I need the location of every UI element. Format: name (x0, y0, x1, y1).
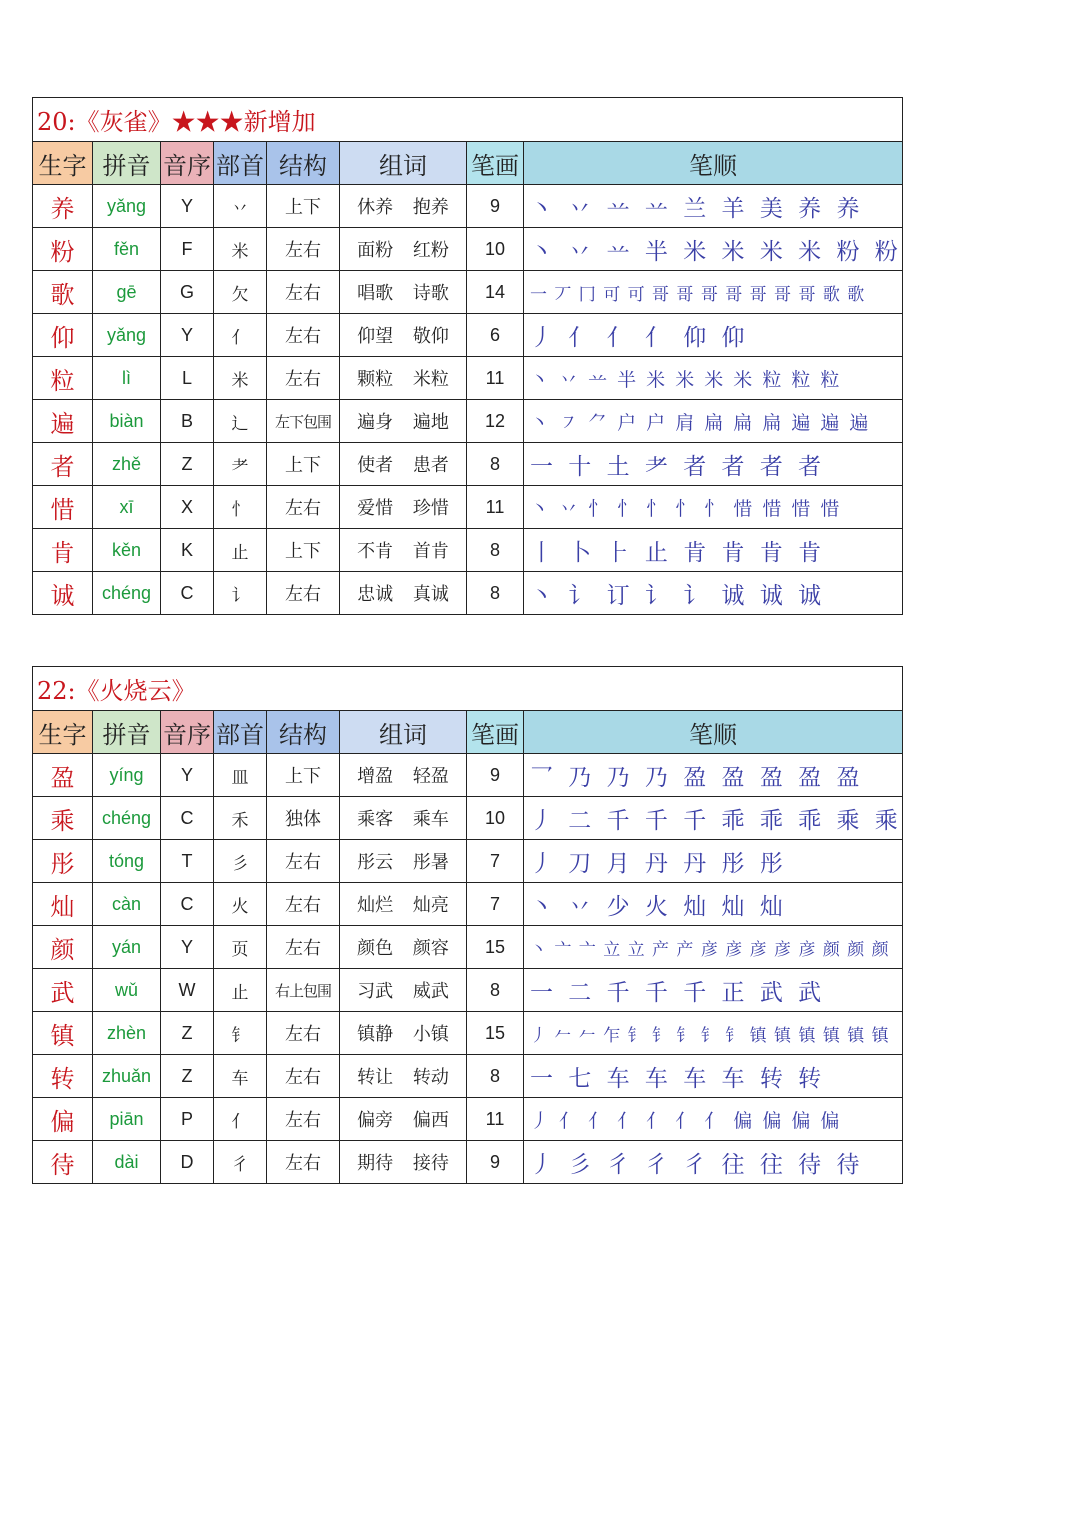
header-strokes: 笔画 (467, 142, 524, 185)
cell-stroke-order: 丶 讠 订 讠 讠 诚 诚 诚 (524, 572, 903, 615)
cell-order: Z (161, 443, 214, 486)
cell-structure: 左右 (267, 357, 340, 400)
cell-words: 休养 抱养 (340, 185, 467, 228)
cell-structure: 左右 (267, 1098, 340, 1141)
table-row (33, 271, 903, 314)
cell-order: D (161, 1141, 214, 1184)
header-char: 生字 (33, 142, 93, 185)
cell-pinyin: biàn (93, 400, 161, 443)
header-pinyin: 拼音 (93, 711, 161, 754)
cell-order: Z (161, 1012, 214, 1055)
cell-order: C (161, 797, 214, 840)
header-structure: 结构 (267, 711, 340, 754)
cell-stroke-order: 一 十 土 耂 者 者 者 者 (524, 443, 903, 486)
cell-char: 转 (33, 1055, 93, 1098)
cell-structure: 左右 (267, 1012, 340, 1055)
cell-structure: 上下 (267, 754, 340, 797)
cell-strokes: 14 (467, 271, 524, 314)
cell-radical: 米 (214, 357, 267, 400)
cell-words: 彤云 彤暑 (340, 840, 467, 883)
cell-pinyin: tóng (93, 840, 161, 883)
cell-structure: 左右 (267, 486, 340, 529)
cell-strokes: 11 (467, 357, 524, 400)
lesson-title-text: 20:《灰雀》 (37, 108, 172, 136)
cell-radical: 耂 (214, 443, 267, 486)
cell-pinyin: zhèn (93, 1012, 161, 1055)
cell-radical: 辶 (214, 400, 267, 443)
cell-order: L (161, 357, 214, 400)
cell-stroke-order: 丿 彡 彳 彳 彳 往 往 待 待 (524, 1141, 903, 1184)
cell-strokes: 8 (467, 1055, 524, 1098)
cell-strokes: 6 (467, 314, 524, 357)
cell-pinyin: piān (93, 1098, 161, 1141)
table-row (33, 797, 903, 840)
cell-char: 偏 (33, 1098, 93, 1141)
cell-stroke-order: 丿 𠂉 𠂉 乍 钅 钅 钅 钅 钅 镇 镇 镇 镇 镇 镇 (524, 1012, 903, 1055)
cell-char: 镇 (33, 1012, 93, 1055)
cell-stroke-order: 丶 丷 䒑 半 米 米 米 米 粉 粉 (524, 228, 903, 271)
cell-char: 灿 (33, 883, 93, 926)
header-pinyin: 拼音 (93, 142, 161, 185)
cell-structure: 左右 (267, 1141, 340, 1184)
cell-pinyin: yán (93, 926, 161, 969)
cell-stroke-order: 丶 丷 䒑 半 米 米 米 米 粒 粒 粒 (524, 357, 903, 400)
cell-radical: 欠 (214, 271, 267, 314)
cell-order: Y (161, 314, 214, 357)
cell-words: 仰望 敬仰 (340, 314, 467, 357)
cell-stroke-order: 丶 丷 少 火 灿 灿 灿 (524, 883, 903, 926)
cell-strokes: 8 (467, 572, 524, 615)
cell-radical: 页 (214, 926, 267, 969)
cell-order: X (161, 486, 214, 529)
cell-radical: 皿 (214, 754, 267, 797)
cell-strokes: 9 (467, 185, 524, 228)
cell-char: 颜 (33, 926, 93, 969)
cell-structure: 左右 (267, 271, 340, 314)
table-row (33, 529, 903, 572)
cell-pinyin: kěn (93, 529, 161, 572)
lesson-20-rows (33, 185, 903, 615)
cell-words: 转让 转动 (340, 1055, 467, 1098)
lesson-title (33, 98, 903, 142)
header-words: 组词 (340, 142, 467, 185)
cell-radical: 止 (214, 969, 267, 1012)
cell-stroke-order: 丶 丷 䒑 䒑 兰 羊 美 养 养 (524, 185, 903, 228)
cell-char: 彤 (33, 840, 93, 883)
cell-pinyin: càn (93, 883, 161, 926)
cell-stroke-order: 乛 乃 乃 乃 盈 盈 盈 盈 盈 (524, 754, 903, 797)
cell-structure: 左右 (267, 883, 340, 926)
table-row (33, 443, 903, 486)
table-row (33, 400, 903, 443)
header-radical: 部首 (214, 711, 267, 754)
cell-radical: 亻 (214, 314, 267, 357)
cell-order: Y (161, 926, 214, 969)
cell-char: 肯 (33, 529, 93, 572)
cell-strokes: 8 (467, 529, 524, 572)
cell-stroke-order: 丿 二 千 千 千 乖 乖 乖 乘 乘 (524, 797, 903, 840)
cell-char: 诚 (33, 572, 93, 615)
table-row (33, 486, 903, 529)
header-structure: 结构 (267, 142, 340, 185)
cell-char: 仰 (33, 314, 93, 357)
cell-words: 颗粒 米粒 (340, 357, 467, 400)
table-row (33, 1055, 903, 1098)
lesson-22-rows (33, 754, 903, 1184)
cell-radical: 亻 (214, 1098, 267, 1141)
cell-order: P (161, 1098, 214, 1141)
table-row (33, 926, 903, 969)
cell-pinyin: zhě (93, 443, 161, 486)
table-row (33, 1141, 903, 1184)
cell-structure: 左右 (267, 228, 340, 271)
cell-order: F (161, 228, 214, 271)
cell-radical: 丷 (214, 185, 267, 228)
cell-radical: 讠 (214, 572, 267, 615)
cell-words: 增盈 轻盈 (340, 754, 467, 797)
header-order: 音序 (161, 142, 214, 185)
cell-strokes: 11 (467, 486, 524, 529)
cell-radical: 忄 (214, 486, 267, 529)
cell-char: 盈 (33, 754, 93, 797)
cell-strokes: 8 (467, 969, 524, 1012)
cell-stroke-order: 丨 卜 ⺊ 止 肯 肯 肯 肯 (524, 529, 903, 572)
cell-stroke-order: 丿 亻 亻 亻 仰 仰 (524, 314, 903, 357)
header-row (33, 142, 903, 185)
lesson-20-table-block (32, 97, 902, 615)
cell-radical: 止 (214, 529, 267, 572)
cell-strokes: 7 (467, 840, 524, 883)
cell-char: 惜 (33, 486, 93, 529)
cell-structure: 左右 (267, 314, 340, 357)
cell-strokes: 12 (467, 400, 524, 443)
table-row (33, 883, 903, 926)
cell-strokes: 8 (467, 443, 524, 486)
header-words: 组词 (340, 711, 467, 754)
cell-char: 待 (33, 1141, 93, 1184)
cell-radical: 彡 (214, 840, 267, 883)
table-row (33, 1012, 903, 1055)
table-row (33, 357, 903, 400)
table-row (33, 572, 903, 615)
cell-char: 者 (33, 443, 93, 486)
cell-char: 遍 (33, 400, 93, 443)
header-strokes: 笔画 (467, 711, 524, 754)
cell-stroke-order: 丿 亻 亻 亻 亻 亻 亻 偏 偏 偏 偏 (524, 1098, 903, 1141)
cell-strokes: 10 (467, 228, 524, 271)
cell-pinyin: yǎng (93, 314, 161, 357)
cell-char: 养 (33, 185, 93, 228)
cell-radical: 米 (214, 228, 267, 271)
cell-strokes: 9 (467, 754, 524, 797)
cell-char: 粒 (33, 357, 93, 400)
cell-words: 镇静 小镇 (340, 1012, 467, 1055)
cell-radical: 彳 (214, 1141, 267, 1184)
cell-stroke-order: 一 七 车 车 车 车 转 转 (524, 1055, 903, 1098)
cell-structure: 左右 (267, 1055, 340, 1098)
cell-strokes: 11 (467, 1098, 524, 1141)
table-row (33, 185, 903, 228)
cell-radical: 禾 (214, 797, 267, 840)
cell-stroke-order: 丶 ㇇ ⺈ 户 户 肩 扁 扁 扁 遍 遍 遍 (524, 400, 903, 443)
cell-radical: 车 (214, 1055, 267, 1098)
lesson-20-table (32, 97, 903, 615)
cell-strokes: 15 (467, 926, 524, 969)
cell-pinyin: zhuǎn (93, 1055, 161, 1098)
cell-stroke-order: 一 二 千 千 千 正 武 武 (524, 969, 903, 1012)
header-row (33, 711, 903, 754)
cell-strokes: 7 (467, 883, 524, 926)
cell-structure: 左下包围 (267, 400, 340, 443)
cell-structure: 独体 (267, 797, 340, 840)
cell-strokes: 9 (467, 1141, 524, 1184)
cell-pinyin: yíng (93, 754, 161, 797)
cell-words: 颜色 颜容 (340, 926, 467, 969)
cell-pinyin: gē (93, 271, 161, 314)
table-row (33, 969, 903, 1012)
cell-structure: 左右 (267, 926, 340, 969)
cell-words: 不肯 首肯 (340, 529, 467, 572)
cell-order: Y (161, 754, 214, 797)
cell-char: 乘 (33, 797, 93, 840)
cell-words: 爱惜 珍惜 (340, 486, 467, 529)
cell-order: B (161, 400, 214, 443)
header-char: 生字 (33, 711, 93, 754)
star-rating-icon: ★★★ (171, 108, 244, 136)
cell-words: 面粉 红粉 (340, 228, 467, 271)
cell-pinyin: wǔ (93, 969, 161, 1012)
cell-words: 习武 威武 (340, 969, 467, 1012)
lesson-title-text: 22:《火烧云》 (37, 677, 196, 705)
header-sequence: 笔顺 (524, 142, 903, 185)
header-radical: 部首 (214, 142, 267, 185)
cell-order: C (161, 883, 214, 926)
cell-order: K (161, 529, 214, 572)
lesson-title (33, 667, 903, 711)
cell-structure: 上下 (267, 185, 340, 228)
cell-pinyin: yǎng (93, 185, 161, 228)
cell-pinyin: lì (93, 357, 161, 400)
cell-structure: 左右 (267, 840, 340, 883)
cell-pinyin: dài (93, 1141, 161, 1184)
cell-words: 灿烂 灿亮 (340, 883, 467, 926)
cell-pinyin: xī (93, 486, 161, 529)
cell-words: 遍身 遍地 (340, 400, 467, 443)
cell-char: 粉 (33, 228, 93, 271)
header-order: 音序 (161, 711, 214, 754)
cell-stroke-order: 丶 丷 忄 忄 忄 忄 忄 惜 惜 惜 惜 (524, 486, 903, 529)
cell-stroke-order: 一 丆 冂 可 可 哥 哥 哥 哥 哥 哥 哥 歌 歌 (524, 271, 903, 314)
table-row (33, 840, 903, 883)
cell-structure: 上下 (267, 529, 340, 572)
cell-stroke-order: 丶 亠 亠 立 立 产 产 彦 彦 彦 彦 彦 颜 颜 颜 (524, 926, 903, 969)
cell-words: 乘客 乘车 (340, 797, 467, 840)
lesson-22-table (32, 666, 903, 1184)
cell-words: 期待 接待 (340, 1141, 467, 1184)
cell-radical: 火 (214, 883, 267, 926)
lesson-22-table-block (32, 666, 902, 1184)
cell-order: W (161, 969, 214, 1012)
table-row (33, 754, 903, 797)
table-row (33, 228, 903, 271)
table-row (33, 314, 903, 357)
cell-words: 忠诚 真诚 (340, 572, 467, 615)
cell-order: G (161, 271, 214, 314)
cell-structure: 右上包围 (267, 969, 340, 1012)
lesson-note: 新增加 (243, 108, 316, 136)
cell-char: 武 (33, 969, 93, 1012)
cell-radical: 钅 (214, 1012, 267, 1055)
cell-stroke-order: 丿 刀 月 丹 丹 彤 彤 (524, 840, 903, 883)
cell-structure: 上下 (267, 443, 340, 486)
cell-words: 偏旁 偏西 (340, 1098, 467, 1141)
cell-order: T (161, 840, 214, 883)
cell-structure: 左右 (267, 572, 340, 615)
cell-order: Z (161, 1055, 214, 1098)
cell-pinyin: fěn (93, 228, 161, 271)
cell-order: Y (161, 185, 214, 228)
cell-strokes: 15 (467, 1012, 524, 1055)
cell-pinyin: chéng (93, 797, 161, 840)
cell-words: 唱歌 诗歌 (340, 271, 467, 314)
cell-char: 歌 (33, 271, 93, 314)
cell-words: 使者 患者 (340, 443, 467, 486)
header-sequence: 笔顺 (524, 711, 903, 754)
cell-pinyin: chéng (93, 572, 161, 615)
cell-order: C (161, 572, 214, 615)
table-row (33, 1098, 903, 1141)
cell-strokes: 10 (467, 797, 524, 840)
